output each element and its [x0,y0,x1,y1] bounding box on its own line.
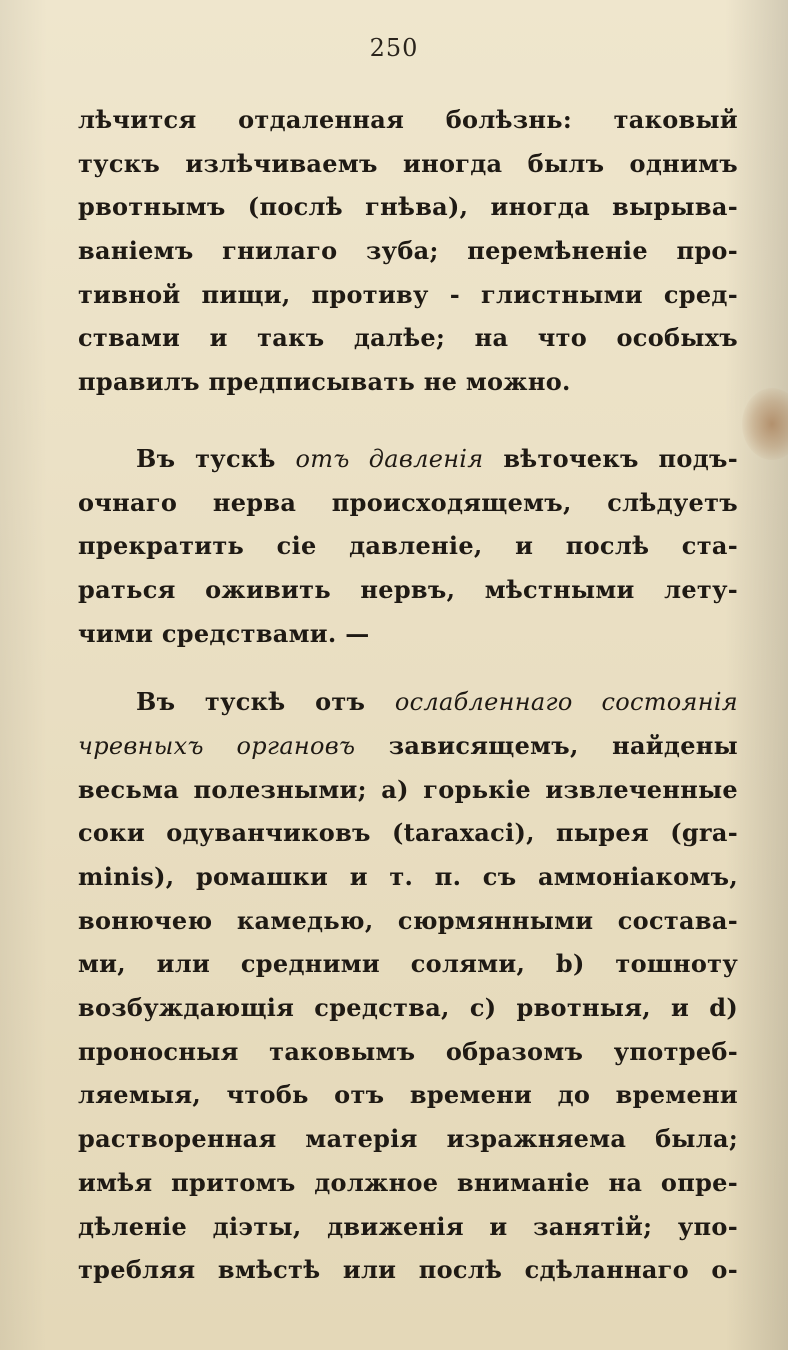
text-line [78,437,738,481]
text-line [78,185,738,229]
text-run: рвотнымъ (послѣ гнѣва), иногда вырыва- [78,192,738,222]
text-line [78,1073,738,1117]
italic-text: отъ давленія [295,444,484,473]
paragraph-gap [78,404,738,437]
text-line [78,986,738,1030]
text-run: соки одуванчиковъ (taraxaci), пырея (gra- [78,818,738,848]
text-run: minis), ромашки и т. п. съ аммоніакомъ, [78,862,738,891]
italic-text: чревныхъ органовъ [78,731,356,760]
text-line [78,724,738,768]
paper-stain [742,388,788,460]
text-run: лѣчится отдаленная болѣзнь: таковый [78,105,738,134]
text-line [78,1161,738,1205]
text-line [78,899,738,943]
text-line [78,568,738,612]
text-line [78,316,738,360]
text-line [78,1117,738,1161]
paragraph [78,680,738,1292]
text-run: вонючею камедью, сюрмянными состава- [78,905,738,935]
text-run: Въ тускѣ отъ [136,687,395,717]
text-line [78,942,738,986]
text-line [78,481,738,525]
text-line [78,360,738,404]
text-line [78,142,738,186]
text-line [78,524,738,568]
text-line [78,229,738,273]
body-text [78,98,738,1292]
text-run: зависящемъ, найдены [355,730,739,760]
text-run: очнаго нерва происходящемъ, слѣдуетъ [78,487,738,517]
page-number: 250 [369,34,419,62]
text-run: ми, или средними солями, b) тошноту [78,949,738,979]
text-run: тивной пищи, противу - глистными сред- [78,279,738,309]
text-run: проносныя таковымъ образомъ употреб- [78,1036,738,1066]
text-run: ляемыя, чтобь отъ времени до времени [78,1080,738,1110]
text-run: возбуждающія средства, с) рвотныя, и d) [78,993,738,1023]
text-run: имѣя притомъ должное вниманіе на опре- [78,1167,738,1197]
text-line [78,768,738,812]
text-line [78,811,738,855]
text-run: растворенная матерія изражняема была; [78,1124,738,1154]
italic-text: ослабленнаго состоянія [394,688,738,717]
text-run: раться оживить нервъ, мѣстными лету- [78,574,738,604]
text-run: чими средствами. — [78,618,370,648]
text-run: ваніемъ гнилаго зуба; перемѣненіе про- [78,236,738,266]
text-run: дѣленіе діэты, движенія и занятій; упо- [78,1211,738,1241]
text-run: требляя вмѣстѣ или послѣ сдѣланнаго о- [78,1255,738,1285]
text-run: Въ тускѣ [136,443,296,473]
text-line [78,1248,738,1292]
text-run: тускъ излѣчиваемъ иногда былъ однимъ [78,148,738,178]
paragraph [78,98,738,404]
text-run: весьма полезными; а) горькіе извлеченные [78,774,738,804]
paragraph-gap [78,655,738,680]
text-run: прекратить сіе давленіе, и послѣ ста- [78,531,738,561]
text-line [78,680,738,724]
text-line [78,855,738,899]
text-line [78,1205,738,1249]
text-line [78,1030,738,1074]
text-run: правилъ предписывать не можно. [78,367,571,397]
text-line [78,98,738,142]
text-run: ствами и такъ далѣе; на что особыхъ [78,323,738,353]
paragraph [78,437,738,655]
text-line [78,612,738,656]
text-run: вѣточекъ подъ- [483,443,738,473]
text-line [78,273,738,317]
